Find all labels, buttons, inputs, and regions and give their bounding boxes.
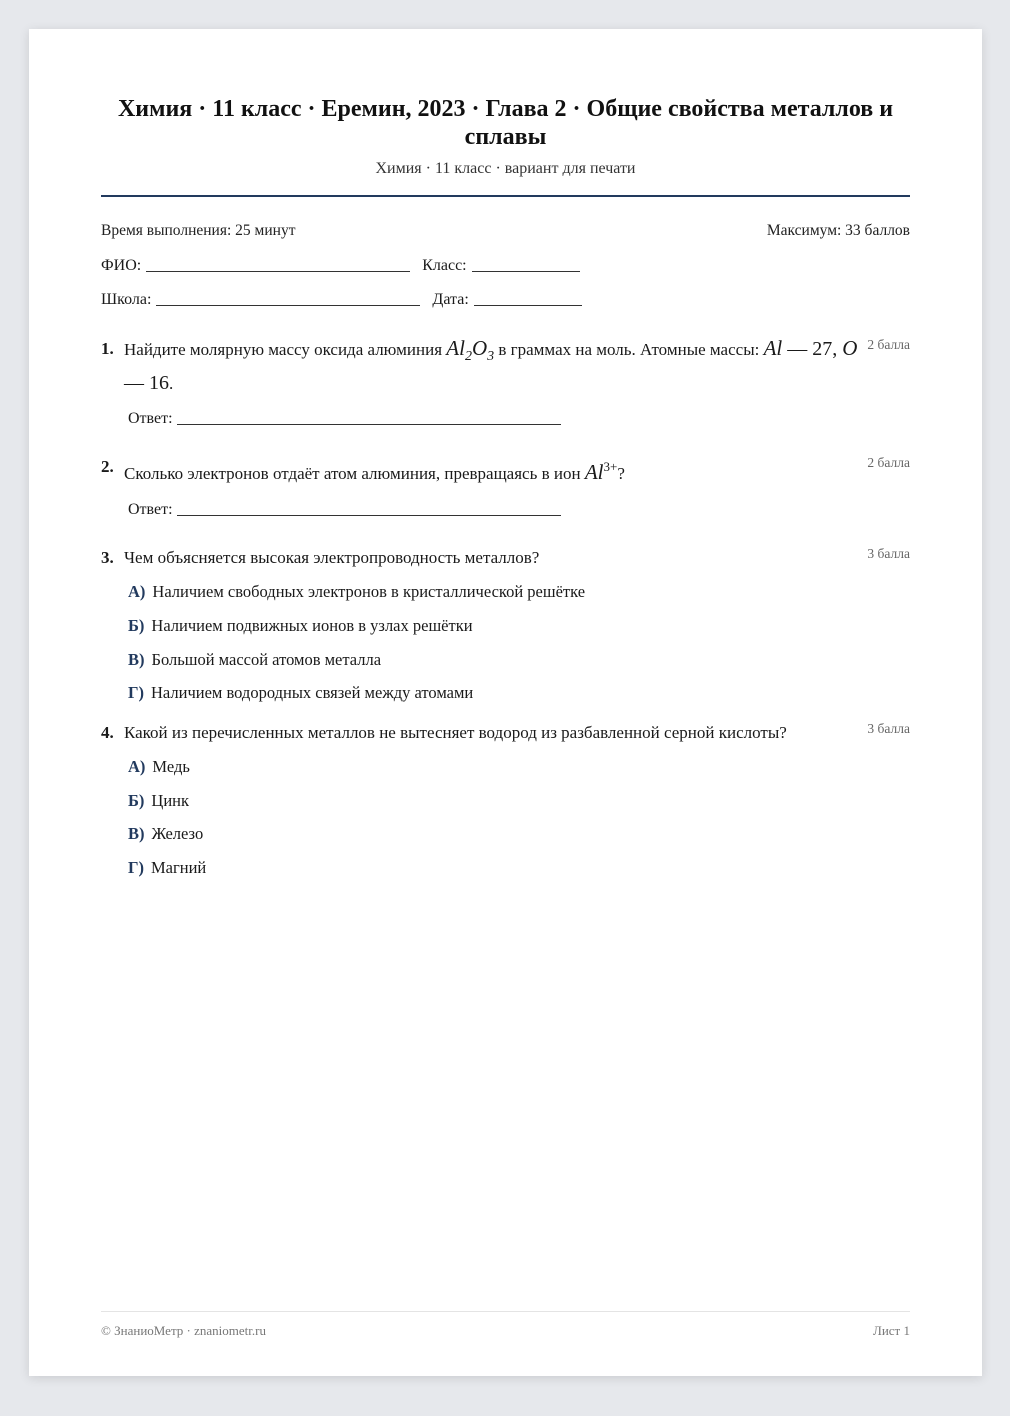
school-field-line[interactable] xyxy=(156,305,420,306)
footer-sheet-number: Лист 1 xyxy=(873,1323,910,1338)
question-text: Найдите молярную массу оксида алюминия $Al_2O_3$ в граммах на моль. Атомные массы: Al — 27, O — 16. xyxy=(124,336,858,395)
question-4 xyxy=(101,719,910,892)
max-score: Максимум: 33 баллов xyxy=(766,222,910,239)
answer-row xyxy=(128,501,910,519)
school-field-label: Школа: xyxy=(101,291,152,308)
question-number: 1. xyxy=(101,339,114,358)
option-g[interactable]: Г) Магний xyxy=(128,858,207,877)
time-limit: Время выполнения: 25 минут xyxy=(101,222,296,239)
page-subtitle: Химия · 11 класс · вариант для печати xyxy=(375,160,636,177)
page-title: Химия · 11 класс · Еремин, 2023 · Глава 2 · Общие свойства металлов и сплавы xyxy=(117,96,894,150)
question-text: Чем объясняется высокая электропроводность металлов? xyxy=(124,548,540,568)
question-3 xyxy=(101,544,910,717)
student-fields-row-1 xyxy=(101,256,910,275)
date-field-line[interactable] xyxy=(474,305,582,306)
question-1 xyxy=(101,335,910,428)
answer-row xyxy=(128,410,910,428)
option-g[interactable]: Г) Наличием водородных связей между атомами xyxy=(128,683,474,703)
question-2 xyxy=(101,453,910,519)
question-text: Какой из перечисленных металлов не вытесняет водород из разбавленной серной кислоты? xyxy=(124,722,787,742)
worksheet-page xyxy=(29,29,982,1376)
option-b[interactable]: Б) Наличием подвижных ионов в узлах решётки xyxy=(128,615,473,635)
class-field-line[interactable] xyxy=(472,271,580,272)
header-divider xyxy=(101,195,910,197)
question-number: 3. xyxy=(101,548,114,568)
question-points: 2 балла xyxy=(867,455,910,471)
question-text: Сколько электронов отдаёт атом алюминия, превращаясь в ион $Al^{3+}$? xyxy=(124,459,625,485)
question-number: 2. xyxy=(101,457,114,477)
question-number: 4. xyxy=(101,722,114,742)
answer-label: Ответ: xyxy=(128,501,173,519)
option-a[interactable]: А) Наличием свободных электронов в кристаллической решётке xyxy=(128,582,586,602)
answer-line[interactable] xyxy=(177,515,561,516)
page-footer xyxy=(101,1311,910,1339)
class-field-label: Класс: xyxy=(422,257,467,274)
name-field-line[interactable] xyxy=(146,271,410,272)
question-points: 3 балла xyxy=(867,720,910,736)
option-v[interactable]: В) Железо xyxy=(128,824,204,844)
page-content xyxy=(101,29,910,1376)
answer-options xyxy=(128,582,910,717)
question-points: 3 балла xyxy=(867,546,910,562)
date-field-label: Дата: xyxy=(432,291,469,308)
question-points: 2 балла xyxy=(867,337,910,352)
option-b[interactable]: Б) Цинк xyxy=(128,790,189,810)
footer-copyright: © ЗнаниоМетр · znaniometr.ru xyxy=(101,1323,266,1338)
answer-line[interactable] xyxy=(177,424,561,425)
name-field-label: ФИО: xyxy=(101,257,142,274)
meta-row xyxy=(101,222,910,240)
student-fields-row-2 xyxy=(101,290,910,309)
answer-label: Ответ: xyxy=(128,410,173,428)
formula-al2o3: $Al_2O_3$ xyxy=(446,336,495,365)
option-v[interactable]: В) Большой массой атомов металла xyxy=(128,649,382,669)
answer-options xyxy=(128,757,910,892)
option-a[interactable]: А) Медь xyxy=(128,756,190,776)
formula-al-ion: $Al^{3+}$ xyxy=(584,459,618,485)
